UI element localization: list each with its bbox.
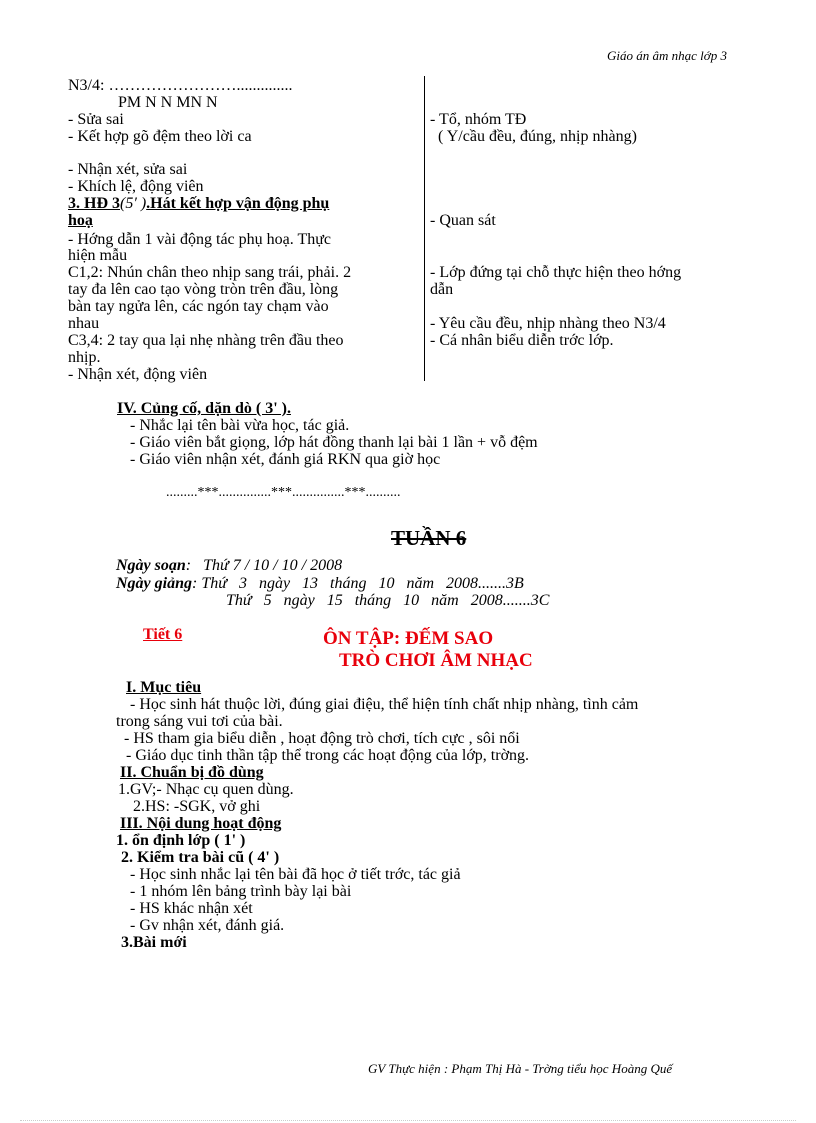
section-4-line-3: - Giáo viên nhận xét, đánh giá RKN qua giờ học [130,451,441,468]
page-bottom-border [20,1120,796,1121]
right-line-to-nhom: - Tổ, nhóm TĐ [430,111,527,128]
right-line-quan-sat: - Quan sát [430,212,496,229]
lesson-title-1: ÔN TẬP: ĐẾM SAO [323,628,494,649]
noi-dung-heading: III. Nội dung hoạt động [120,815,282,832]
muc-tieu-line-3: - HS tham gia biểu diễn , hoạt động trò chơi, tích cực , sôi nổi [124,730,520,747]
kiem-tra-bai-cu: 2. Kiểm tra bài cũ ( 4' ) [121,849,280,866]
column-divider [424,76,425,381]
page-header: Giáo án âm nhạc lớp 3 [607,48,727,63]
left-line-c34-b: nhịp. [68,349,101,366]
left-line-c12-a: C1,2: Nhún chân theo nhịp sang trái, phải. 2 [68,264,352,281]
activity-3-time: (5′ ) [120,195,147,212]
week-title: TUẦN 6 [391,526,467,550]
left-line-c12-c: bàn tay ngửa lên, các ngón tay chạm vào [68,298,329,315]
section-separator: .........***...............***...............***.......... [166,485,401,500]
left-line-dong-vien: - Nhận xét, động viên [68,366,208,383]
muc-tieu-heading: I. Mục tiêu [126,679,202,696]
page-footer: GV Thực hiện : Phạm Thị Hà - Trờng tiểu học Hoàng Quế [368,1061,673,1076]
left-line-c12-d: nhau [68,315,100,332]
left-line-thuc-hien: hiện mẫu [68,247,128,264]
ngay-giang-line [116,576,524,593]
left-line-ket-hop: - Kết hợp gõ đệm theo lời ca [68,128,252,145]
right-line-yeu-cau: ( Y/cầu đều, đúng, nhịp nhàng) [430,128,637,145]
chuan-bi-line-1: 1.GV;- Nhạc cụ quen dùng. [118,781,294,798]
lesson-title-2: TRÒ CHƠI ÂM NHẠC [339,650,533,671]
section-4-line-1: - Nhắc lại tên bài vừa học, tác giả. [130,417,350,434]
right-line-dan: dẫn [430,281,454,298]
activity-3-label: 3. HĐ 3 [68,195,120,212]
left-line-sua-sai: - Sửa sai [68,111,124,128]
left-line-c34-a: C3,4: 2 tay qua lại nhẹ nhàng trên đầu theo [68,332,344,349]
bai-moi: 3.Bài mới [121,934,187,951]
left-line-huong-dan: - Hớng dẫn 1 vài động tác phụ hoạ. Thực [68,231,331,248]
section-4-line-2: - Giáo viên bắt giọng, lớp hát đồng thanh lại bài 1 lần + vỗ đệm [130,434,538,451]
muc-tieu-line-2: trong sáng vui tơi của bài. [116,713,283,730]
kiem-tra-line-3: - HS khác nhận xét [130,900,253,917]
activity-3-title-cont: hoạ [68,212,93,229]
muc-tieu-line-4: - Giáo dục tinh thần tập thể trong các hoạt động của lớp, trờng. [126,747,530,764]
on-dinh-lop: 1. ổn định lớp ( 1' ) [116,832,246,849]
ngay-giang-label: Ngày giảng [116,575,192,592]
left-line-c12-b: tay đa lên cao tạo vòng tròn trên đầu, lòng [68,281,339,298]
ngay-giang-value-2: Thứ 5 ngày 15 tháng 10 năm 2008.......3C [226,592,550,609]
left-line-rhythm: PM N N MN N [118,94,218,111]
activity-3-heading [68,196,329,213]
lesson-number: Tiết 6 [143,626,183,643]
kiem-tra-line-2: - 1 nhóm lên bảng trình bày lại bài [130,883,352,900]
right-line-ca-nhan: - Cá nhân biểu diễn trớc lớp. [430,332,614,349]
ngay-soan-value: : Thứ 7 / 10 / 10 / 2008 [185,557,343,574]
kiem-tra-line-1: - Học sinh nhắc lại tên bài đã học ở tiết trớc, tác giả [130,866,461,883]
chuan-bi-heading: II. Chuẩn bị đồ dùng [120,764,264,781]
ngay-soan-line [116,558,342,575]
left-line-khich-le: - Khích lệ, động viên [68,178,204,195]
ngay-soan-label: Ngày soạn [116,557,186,574]
left-line-nhan-xet: - Nhận xét, sửa sai [68,161,188,178]
kiem-tra-line-4: - Gv nhận xét, đánh giá. [130,917,285,934]
section-4-heading: IV. Củng cố, dặn dò ( 3' ). [117,400,291,417]
ngay-giang-value-1: : Thứ 3 ngày 13 tháng 10 năm 2008.......3B [192,575,524,592]
chuan-bi-line-2: 2.HS: -SGK, vở ghi [133,798,261,815]
left-line-n34: N3/4: …………………….............. [68,77,293,94]
right-line-lop-dung: - Lớp đứng tại chỗ thực hiện theo hớng [430,264,682,281]
right-line-yeu-cau-deu: - Yêu cầu đều, nhịp nhàng theo N3/4 [430,315,666,332]
muc-tieu-line-1: - Học sinh hát thuộc lời, đúng giai điệu, thể hiện tính chất nhịp nhàng, tình cảm [130,696,639,713]
activity-3-title: .Hát kết hợp vận động phụ [146,195,330,212]
